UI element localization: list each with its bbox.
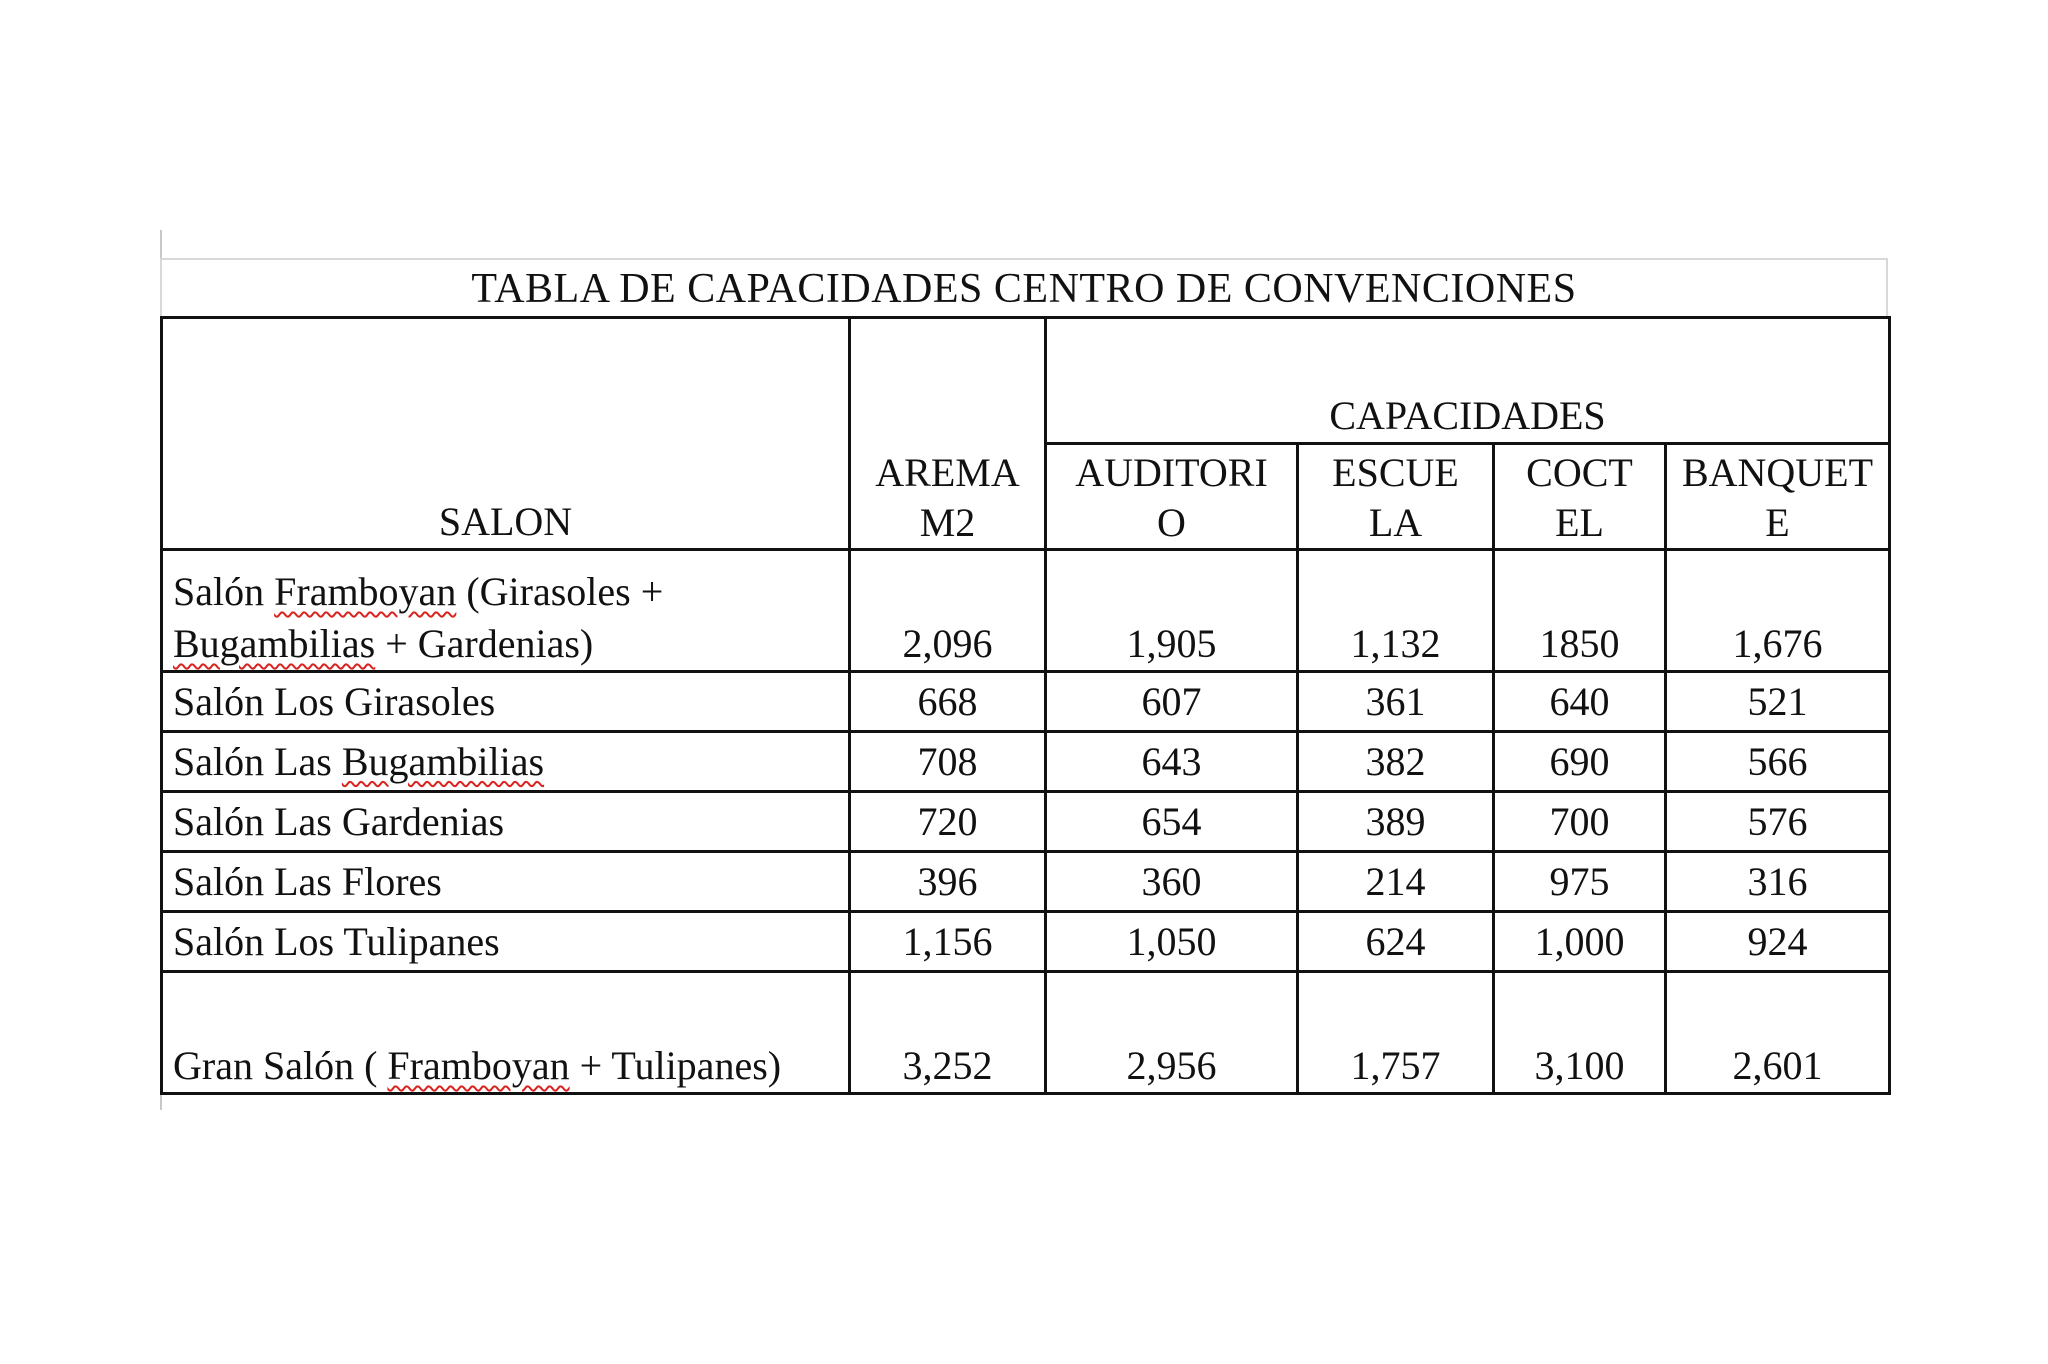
table-row [162,672,1890,732]
salon-name-part: + Gardenias) [375,621,594,666]
table-row [162,550,1890,672]
header-banquete-line1: BANQUET [1681,450,1874,495]
area-cell: 3,252 [850,972,1046,1094]
salon-name-part: Gran Salón ( [173,1043,388,1088]
table-row [162,912,1890,972]
banquete-cell: 924 [1666,912,1890,972]
header-escuela-line2: LA [1368,500,1423,545]
escuela-cell: 389 [1298,792,1494,852]
header-capacidades: CAPACIDADES [1046,318,1890,444]
capacity-table [160,316,1891,1095]
banquete-cell: 566 [1666,732,1890,792]
table-row [162,972,1890,1094]
auditorio-cell: 607 [1046,672,1298,732]
banquete-cell: 1,676 [1666,550,1890,672]
salon-name-cell [162,972,850,1094]
header-banquete-line2: E [1765,500,1790,545]
area-cell: 708 [850,732,1046,792]
salon-name-part: Bugambilias [341,738,545,784]
header-coctel-line2: EL [1555,500,1604,545]
auditorio-cell: 2,956 [1046,972,1298,1094]
header-area [850,318,1046,550]
salon-name-part: Salón Las Gardenias [173,798,505,844]
header-auditorio [1046,444,1298,550]
area-cell: 1,156 [850,912,1046,972]
header-banquete [1666,444,1890,550]
header-auditorio-line2: O [1157,500,1186,545]
header-area-line2: M2 [919,500,976,545]
salon-name-cell [162,792,850,852]
coctel-cell: 975 [1494,852,1666,912]
area-cell: 2,096 [850,550,1046,672]
salon-name-part: Salón Los Girasoles [173,678,496,724]
escuela-cell: 382 [1298,732,1494,792]
table-row [162,852,1890,912]
auditorio-cell: 1,905 [1046,550,1298,672]
area-cell: 396 [850,852,1046,912]
salon-name-cell [162,732,850,792]
area-cell: 720 [850,792,1046,852]
salon-name-part: Bugambilias [173,621,376,666]
salon-name-cell [162,550,850,672]
escuela-cell: 214 [1298,852,1494,912]
salon-name-part: + Tulipanes) [569,1043,782,1088]
header-coctel-line1: COCT [1526,450,1633,495]
salon-name-part: Salón Las Flores [173,858,442,904]
header-row-top [162,318,1890,444]
salon-name-cell [162,852,850,912]
escuela-cell: 1,132 [1298,550,1494,672]
salon-name-cell [162,672,850,732]
coctel-cell: 640 [1494,672,1666,732]
coctel-cell: 1,000 [1494,912,1666,972]
coctel-cell: 700 [1494,792,1666,852]
salon-name-part: Salón Las [173,738,342,784]
auditorio-cell: 643 [1046,732,1298,792]
table-row [162,792,1890,852]
salon-name-part: (Girasoles + [456,569,664,614]
escuela-cell: 361 [1298,672,1494,732]
auditorio-cell: 654 [1046,792,1298,852]
banquete-cell: 316 [1666,852,1890,912]
salon-name-part: Salón Los Tulipanes [173,918,500,964]
auditorio-cell: 1,050 [1046,912,1298,972]
escuela-cell: 624 [1298,912,1494,972]
salon-name-part: Framboyan [274,569,457,614]
table-row [162,732,1890,792]
header-escuela-line1: ESCUE [1332,450,1459,495]
header-salon: SALON [162,318,850,550]
header-area-line1: AREMA [875,450,1020,495]
salon-name-cell [162,912,850,972]
salon-name-part: Salón [173,569,275,614]
coctel-cell: 690 [1494,732,1666,792]
escuela-cell: 1,757 [1298,972,1494,1094]
table-title: TABLA DE CAPACIDADES CENTRO DE CONVENCIONES [160,258,1888,316]
coctel-cell: 3,100 [1494,972,1666,1094]
salon-name-part: Framboyan [387,1043,570,1088]
area-cell: 668 [850,672,1046,732]
banquete-cell: 521 [1666,672,1890,732]
banquete-cell: 2,601 [1666,972,1890,1094]
header-escuela [1298,444,1494,550]
header-coctel [1494,444,1666,550]
auditorio-cell: 360 [1046,852,1298,912]
header-auditorio-line1: AUDITORI [1075,450,1268,495]
banquete-cell: 576 [1666,792,1890,852]
capacity-sheet [160,258,1888,1095]
coctel-cell: 1850 [1494,550,1666,672]
